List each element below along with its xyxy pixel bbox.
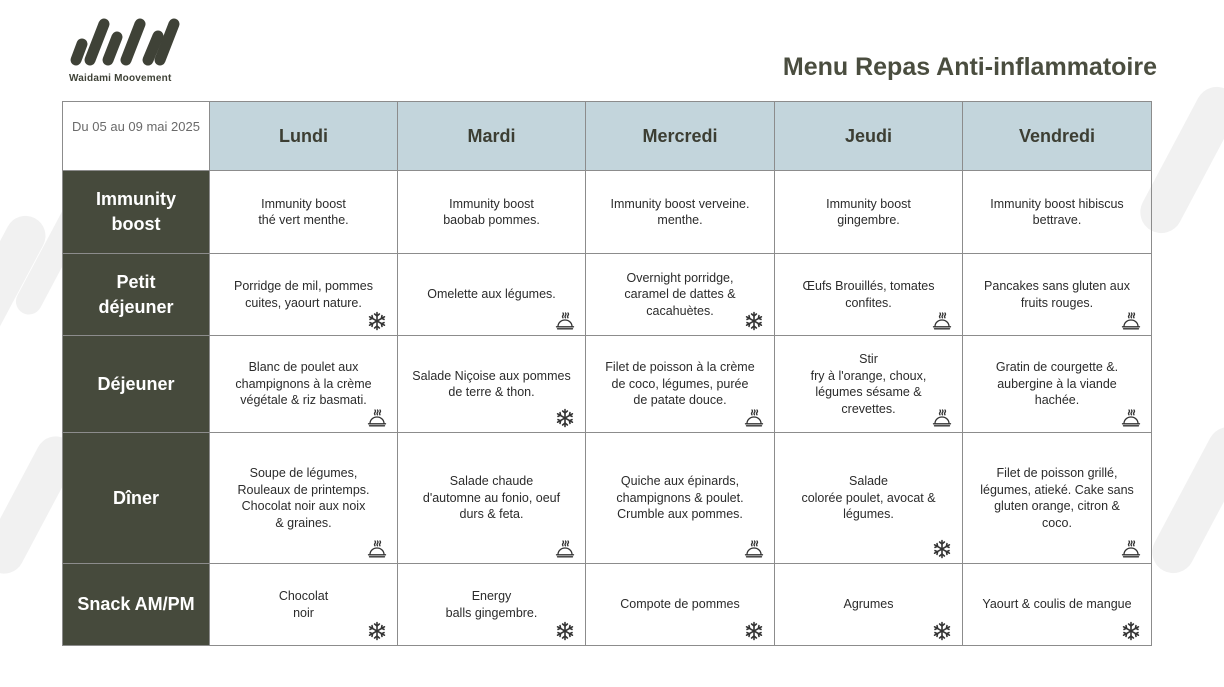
meal-row bbox=[63, 433, 1152, 564]
meal-row bbox=[63, 171, 1152, 254]
cloche-icon bbox=[555, 311, 575, 331]
day-header: Jeudi bbox=[775, 102, 963, 171]
page-title: Menu Repas Anti-inflammatoire bbox=[782, 53, 1157, 81]
meal-cell bbox=[775, 433, 963, 564]
meal-cell bbox=[586, 564, 775, 646]
meal-text: Immunity boost hibiscus bettrave. bbox=[990, 196, 1124, 227]
meal-text: Filet de poisson grillé, légumes, atieké. Cake sans gluten orange, citron & coco. bbox=[980, 466, 1134, 530]
meal-text: Immunity boost thé vert menthe. bbox=[258, 196, 349, 227]
snowflake-icon bbox=[744, 311, 764, 331]
snowflake-icon bbox=[744, 621, 764, 641]
meal-row bbox=[63, 564, 1152, 646]
meal-cell bbox=[775, 564, 963, 646]
cloche-icon bbox=[555, 539, 575, 559]
meal-label-text: Immunity boost bbox=[95, 189, 176, 234]
meal-label-text: Petit déjeuner bbox=[98, 271, 174, 317]
meal-row bbox=[63, 336, 1152, 433]
cloche-icon bbox=[744, 408, 764, 428]
meal-cell bbox=[963, 336, 1152, 433]
cloche-icon bbox=[1121, 408, 1141, 428]
meal-cell bbox=[963, 254, 1152, 336]
meal-cell bbox=[775, 171, 963, 254]
meal-cell bbox=[210, 254, 398, 336]
cloche-icon bbox=[367, 408, 387, 428]
meal-cell bbox=[210, 171, 398, 254]
meal-text: Salade colorée poulet, avocat & légumes. bbox=[801, 474, 936, 522]
cloche-icon bbox=[1121, 539, 1141, 559]
meal-text: Compote de pommes bbox=[620, 597, 740, 612]
meal-cell bbox=[210, 336, 398, 433]
meal-text: Energy balls gingembre. bbox=[445, 589, 538, 620]
meal-cell bbox=[210, 564, 398, 646]
meal-text: Filet de poisson à la crème de coco, légumes, purée de patate douce. bbox=[605, 360, 755, 408]
snowflake-icon bbox=[932, 539, 952, 559]
meal-text: Agrumes bbox=[843, 597, 894, 612]
day-header: Lundi bbox=[210, 102, 398, 171]
meal-plan-table bbox=[62, 101, 1152, 646]
meal-text: Pancakes sans gluten aux fruits rouges. bbox=[984, 279, 1130, 310]
cloche-icon bbox=[744, 539, 764, 559]
cloche-icon bbox=[932, 408, 952, 428]
meal-text: Yaourt & coulis de mangue bbox=[982, 597, 1132, 612]
meal-text: Chocolat noir bbox=[278, 589, 329, 620]
day-header: Vendredi bbox=[963, 102, 1152, 171]
meal-label bbox=[63, 336, 210, 433]
meal-cell bbox=[586, 433, 775, 564]
week-range: Du 05 au 09 mai 2025 bbox=[63, 102, 210, 171]
meal-text: Stir fry à l'orange, choux, légumes sésame & crevettes. bbox=[810, 352, 927, 416]
meal-cell bbox=[963, 433, 1152, 564]
meal-cell bbox=[586, 336, 775, 433]
meal-text: Overnight porridge, caramel de dattes & cacahuètes. bbox=[624, 270, 736, 318]
meal-cell bbox=[775, 254, 963, 336]
meal-text: Immunity boost verveine. menthe. bbox=[610, 196, 750, 227]
meal-label bbox=[63, 254, 210, 336]
snowflake-icon bbox=[555, 621, 575, 641]
decor-stroke bbox=[1145, 420, 1224, 581]
meal-cell bbox=[963, 171, 1152, 254]
brand-name: Waidami Moovement bbox=[69, 73, 172, 84]
meal-label bbox=[63, 171, 210, 254]
day-header: Mardi bbox=[398, 102, 586, 171]
cloche-icon bbox=[932, 311, 952, 331]
snowflake-icon bbox=[555, 408, 575, 428]
meal-cell bbox=[398, 254, 586, 336]
meal-cell bbox=[398, 171, 586, 254]
meal-cell bbox=[963, 564, 1152, 646]
snowflake-icon bbox=[367, 311, 387, 331]
meal-cell bbox=[586, 254, 775, 336]
snowflake-icon bbox=[1121, 621, 1141, 641]
snowflake-icon bbox=[367, 621, 387, 641]
meal-text: Blanc de poulet aux champignons à la crème végétale & riz basmati. bbox=[235, 360, 372, 408]
meal-cell bbox=[586, 171, 775, 254]
cloche-icon bbox=[367, 539, 387, 559]
meal-text: Salade Niçoise aux pommes de terre & thon. bbox=[412, 368, 571, 399]
meal-label-text: Snack AM/PM bbox=[77, 594, 195, 614]
meal-text: Quiche aux épinards, champignons & poulet. Crumble aux pommes. bbox=[616, 474, 744, 522]
meal-cell bbox=[398, 336, 586, 433]
meal-text: Soupe de légumes, Rouleaux de printemps. Chocolat noir aux noix & graines. bbox=[237, 466, 370, 530]
meal-cell bbox=[398, 564, 586, 646]
meal-text: Porridge de mil, pommes cuites, yaourt nature. bbox=[234, 279, 373, 310]
meal-text: Immunity boost gingembre. bbox=[826, 196, 911, 227]
meal-row bbox=[63, 254, 1152, 336]
meal-cell bbox=[398, 433, 586, 564]
meal-text: Salade chaude d'automne au fonio, oeuf durs & feta. bbox=[422, 474, 561, 522]
meal-text: Immunity boost baobab pommes. bbox=[443, 196, 540, 227]
meal-label bbox=[63, 433, 210, 564]
snowflake-icon bbox=[932, 621, 952, 641]
day-header: Mercredi bbox=[586, 102, 775, 171]
meal-label bbox=[63, 564, 210, 646]
meal-cell bbox=[775, 336, 963, 433]
cloche-icon bbox=[1121, 311, 1141, 331]
meal-label-text: Dîner bbox=[112, 487, 159, 508]
meal-cell bbox=[210, 433, 398, 564]
header-row bbox=[63, 102, 1152, 171]
meal-text: Gratin de courgette &. aubergine à la viande hachée. bbox=[995, 360, 1119, 408]
meal-label-text: Déjeuner bbox=[97, 373, 175, 394]
meal-text: Œufs Brouillés, tomates confites. bbox=[802, 279, 935, 310]
meal-text: Omelette aux légumes. bbox=[427, 287, 556, 302]
